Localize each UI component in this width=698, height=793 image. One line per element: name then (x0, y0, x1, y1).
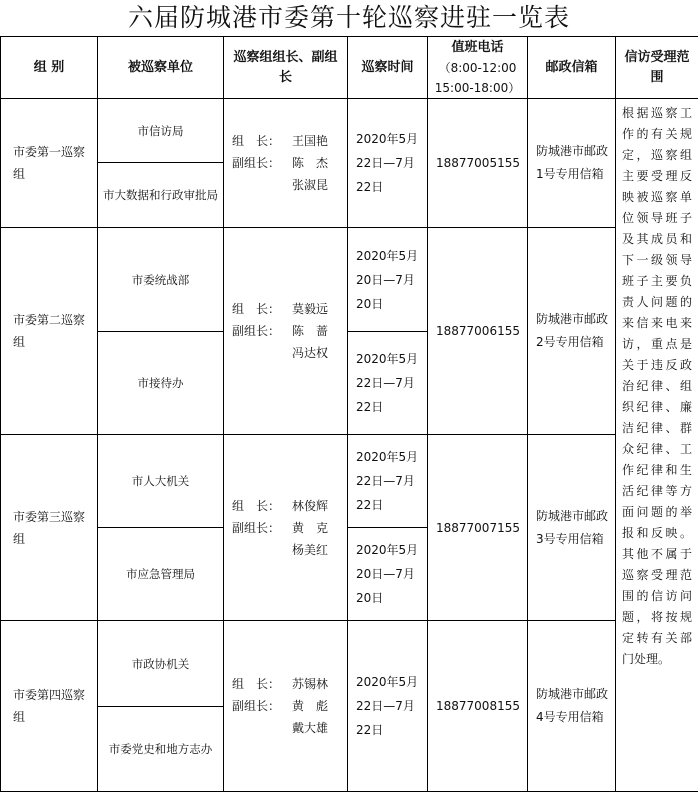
group-leaders (224, 99, 348, 228)
postal-mailbox: 防城港市邮政1号专用信箱 (528, 99, 616, 228)
duty-phone: 18877008155 (428, 621, 528, 792)
inspected-unit: 市委统战部 (98, 228, 224, 332)
page-title: 六届防城港市委第十轮巡察进驻一览表 (127, 3, 570, 32)
header-phone-label: 值班电话 (451, 39, 504, 55)
header-unit: 被巡察单位 (98, 37, 224, 99)
table-row (1, 99, 698, 163)
deputy-name: 冯达权 (292, 346, 329, 360)
deputy-role: 副组长： (232, 324, 281, 338)
inspected-unit: 市应急管理局 (98, 528, 224, 621)
group-leaders (224, 228, 348, 435)
deputy-role: 副组长： (232, 699, 281, 713)
header-phone (428, 37, 528, 99)
leader-role: 组 长： (232, 498, 281, 513)
duty-phone: 18877005155 (428, 99, 528, 228)
inspection-time: 2020年5月20日—7月20日 (348, 528, 428, 621)
header-time: 巡察时间 (348, 37, 428, 99)
postal-mailbox: 防城港市邮政3号专用信箱 (528, 435, 616, 621)
group-leaders (224, 621, 348, 792)
leader-role: 组 长： (232, 677, 281, 691)
inspected-unit: 市信访局 (98, 99, 224, 163)
header-mail: 邮政信箱 (528, 37, 616, 99)
inspection-time: 2020年5月22日—7月22日 (348, 621, 428, 792)
table-row (1, 621, 698, 707)
postal-mailbox: 防城港市邮政4号专用信箱 (528, 621, 616, 792)
inspected-unit: 市接待办 (98, 332, 224, 435)
leader-name: 莫毅远 (292, 302, 329, 316)
inspected-unit: 市委党史和地方志办 (98, 707, 224, 792)
table-row (1, 435, 698, 528)
inspected-unit: 市大数据和行政审批局 (98, 163, 224, 228)
deputy-name: 黄 彪 (292, 699, 329, 713)
inspection-table (0, 36, 698, 792)
group-leaders (224, 435, 348, 621)
inspection-time: 2020年5月22日—7月22日 (348, 99, 428, 228)
deputy-name: 戴大雄 (292, 721, 329, 735)
header-leaders: 巡察组组长、副组长 (224, 37, 348, 99)
group-name: 市委第四巡察组 (1, 621, 98, 792)
leader-name: 王国艳 (292, 134, 329, 148)
header-phone-hours-pm: 15:00-18:00） (434, 80, 521, 95)
leader-name: 林俊辉 (292, 498, 329, 513)
header-phone-hours-am: （8:00-12:00 (438, 60, 517, 75)
group-name: 市委第二巡察组 (1, 228, 98, 435)
inspection-time: 2020年5月22日—7月22日 (348, 332, 428, 435)
table-row (1, 228, 698, 332)
deputy-name: 杨美红 (292, 542, 329, 557)
postal-mailbox: 防城港市邮政2号专用信箱 (528, 228, 616, 435)
petition-scope-text: 根据巡察工作的有关规定，巡察组主要受理反映被巡察单位领导班子及其成员和下一级领导班子主要负责人问题的来信来电来访，重点是关于违反政治纪律、组织纪律、廉洁纪律、群众纪律、工作纪律和生活纪律等方面问题的举报和反映。其他不属于巡察受理范围的信访问题，将按规定转有关部门处理。 (616, 99, 698, 792)
header-row (1, 37, 698, 99)
inspection-time: 2020年5月20日—7月20日 (348, 228, 428, 332)
duty-phone: 18877007155 (428, 435, 528, 621)
deputy-role: 副组长： (232, 520, 281, 535)
leader-role: 组 长： (232, 302, 281, 316)
deputy-name: 黄 克 (292, 520, 329, 535)
inspected-unit: 市人大机关 (98, 435, 224, 528)
group-name: 市委第一巡察组 (1, 99, 98, 228)
leader-name: 苏锡林 (292, 677, 329, 691)
deputy-name: 陈 杰 (292, 156, 329, 170)
inspection-time: 2020年5月22日—7月22日 (348, 435, 428, 528)
deputy-role: 副组长： (232, 156, 281, 170)
header-group: 组 别 (1, 37, 98, 99)
duty-phone: 18877006155 (428, 228, 528, 435)
leader-role: 组 长： (232, 134, 281, 148)
group-name: 市委第三巡察组 (1, 435, 98, 621)
deputy-name: 张淑昆 (292, 178, 329, 192)
header-scope: 信访受理范围 (616, 37, 698, 99)
inspected-unit: 市政协机关 (98, 621, 224, 707)
deputy-name: 陈 蔷 (292, 324, 329, 338)
